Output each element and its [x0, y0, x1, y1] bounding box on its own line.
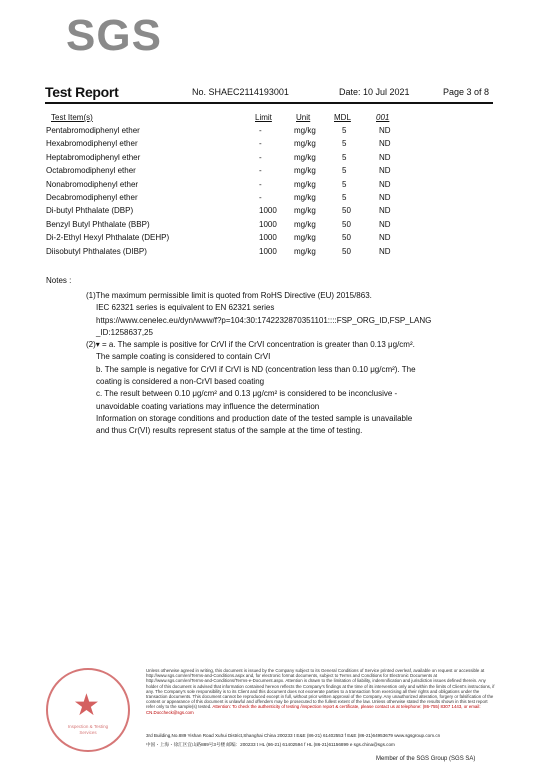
- page-number: Page 3 of 8: [443, 87, 490, 97]
- row-unit: mg/kg: [294, 246, 316, 256]
- row-test-item: Pentabromodiphenyl ether: [46, 126, 140, 135]
- row-result: ND: [379, 126, 391, 135]
- row-test-item: Di-butyl Phthalate (DBP): [46, 206, 134, 216]
- row-mdl: 5: [342, 139, 347, 149]
- row-unit: mg/kg: [294, 179, 316, 189]
- star-icon: ★: [73, 689, 100, 722]
- row-unit: mg/kg: [294, 166, 316, 176]
- note-2-line-h: and thus Cr(VI) results represent status of the sample at the time of testing.: [96, 426, 363, 436]
- note-2-line-e: c. The result between 0.10 μg/cm² and 0.13 μg/cm² is considered to be inconclusive -: [96, 389, 398, 399]
- row-result: ND: [379, 139, 391, 149]
- row-mdl: 5: [342, 126, 347, 135]
- row-result: ND: [379, 193, 391, 202]
- row-result: ND: [379, 179, 391, 189]
- note-2-line-g: Information on storage conditions and production date of the tested sample is unavailable: [96, 413, 413, 423]
- row-unit: mg/kg: [294, 193, 316, 202]
- row-mdl: 50: [342, 219, 351, 229]
- row-limit: -: [259, 193, 262, 202]
- footer-fine-print: [146, 668, 496, 715]
- note-2-line-c: b. The sample is negative for CrVI if CrVI is ND (concentration less than 0.10 μg/cm²). The: [96, 364, 416, 374]
- report-title: Test Report: [45, 84, 119, 100]
- table-row: [46, 153, 446, 166]
- row-test-item: Nonabromodiphenyl ether: [46, 179, 139, 189]
- row-test-item: Hexabromodiphenyl ether: [46, 139, 138, 149]
- row-mdl: 50: [342, 233, 351, 243]
- member-text: Member of the SGS Group (SGS SA): [376, 756, 476, 762]
- table-row: [46, 233, 446, 246]
- seal-text: Inspection & Testing Services: [67, 724, 109, 735]
- col-header-test-item: Test Item(s): [51, 113, 93, 122]
- row-limit: 1000: [259, 206, 277, 216]
- row-mdl: 5: [342, 152, 347, 162]
- row-limit: -: [259, 126, 262, 135]
- table-row: [46, 180, 446, 193]
- row-test-item: Octabromodiphenyl ether: [46, 166, 136, 176]
- row-limit: 1000: [259, 219, 277, 229]
- authenticity-notice: Attention: To check the authenticity of testing /inspection report & certificate, please contact us at telephone: (86-755) 8307 1443, or email: CN.Doccheck@sgs.com: [146, 704, 481, 715]
- col-header-mdl: MDL: [334, 113, 351, 122]
- row-result: ND: [379, 152, 391, 162]
- note-1-line-b: IEC 62321 series is equivalent to EN 62321 series: [96, 303, 275, 313]
- table-row: [46, 139, 446, 152]
- row-mdl: 50: [342, 246, 351, 256]
- report-number: No. SHAEC2114193001: [192, 87, 289, 97]
- row-result: ND: [379, 233, 391, 243]
- row-test-item: Heptabromodiphenyl ether: [46, 152, 141, 162]
- row-limit: -: [259, 139, 262, 149]
- table-row: [46, 126, 446, 139]
- row-test-item: Decabromodiphenyl ether: [46, 193, 138, 202]
- row-result: ND: [379, 246, 391, 256]
- notes-label: Notes :: [46, 276, 72, 285]
- table-row: [46, 193, 446, 206]
- row-mdl: 5: [342, 166, 347, 176]
- note-2-line-a: (2)▾ = a. The sample is positive for CrVI if the CrVI concentration is greater than 0.13 μg/cm².: [86, 340, 415, 350]
- col-header-sample-001: 001: [376, 113, 390, 122]
- table-row: [46, 247, 446, 260]
- row-test-item: Diisobutyl Phthalates (DIBP): [46, 246, 147, 256]
- row-limit: -: [259, 179, 262, 189]
- row-unit: mg/kg: [294, 206, 316, 216]
- address-chinese: 中国・上海・徐汇区宜山路889号3号楼 邮编：200233 t HL (86-21) 61402594 f HL (86-21)61156899 e sgs.china@sgs.com: [146, 742, 395, 747]
- header-divider: [45, 102, 493, 104]
- note-1-url[interactable]: https://www.cenelec.eu/dyn/www/f?p=104:30:1742232870351101::::FSP_ORG_ID,FSP_LANG: [96, 315, 432, 325]
- address-english: 3rd Building,No.889 Yishan Road Xuhui District,Shanghai China 200233 t E&E (86-21) 61402553 f E&E (86-21)64953679 www.sgsgroup.com.cn: [146, 733, 441, 738]
- row-unit: mg/kg: [294, 152, 316, 162]
- row-mdl: 50: [342, 206, 351, 216]
- table-row: [46, 166, 446, 179]
- row-unit: mg/kg: [294, 233, 316, 243]
- row-mdl: 5: [342, 179, 347, 189]
- inspection-seal: [46, 668, 130, 752]
- table-row: [46, 206, 446, 219]
- note-2-line-f: unavoidable coating variations may influence the determination: [96, 401, 320, 411]
- note-1-line-a: (1)The maximum permissible limit is quoted from RoHS Directive (EU) 2015/863.: [86, 291, 372, 300]
- terms-text: Unless otherwise agreed in writing, this document is issued by the Company subject to its General Conditions of Service printed overleaf, available on request or accessible at http://www.sgs.com/en/Terms-and-Conditions.aspx and, for electronic format documents, subject to Terms and Conditions for Electronic Documents at http://www.sgs.com/en/Terms-and-Conditions/Terms-e-Document.aspx. Attention is drawn to the limitation of liability, indemnification and jurisdiction issues defined therein. Any holder of this document is advised that information contained hereon reflects the Company's findings at the time of its intervention only and within the limits of Client's instructions, if any. The Company's sole responsibility is to its Client and this document does not exonerate parties to a transaction from exercising all their rights and obligations under the transaction documents. This document cannot be reproduced except in full, without prior written approval of the Company. Any unauthorized alteration, forgery or falsification of the content or appearance of this document is unlawful and offenders may be prosecuted to the fullest extent of the law. Unless otherwise stated the results shown in this test report refer only to the sample(s) tested.: [146, 668, 495, 710]
- col-header-limit: Limit: [255, 113, 272, 122]
- col-header-unit: Unit: [296, 113, 311, 122]
- sgs-logo: SGS: [66, 11, 162, 60]
- table-row: [46, 220, 446, 233]
- report-date: Date: 10 Jul 2021: [339, 87, 410, 97]
- note-2-line-d: coating is considered a non-CrVI based coating: [96, 377, 265, 387]
- row-result: ND: [379, 206, 391, 216]
- row-result: ND: [379, 166, 391, 176]
- note-2-line-b: The sample coating is considered to contain CrVI: [96, 352, 271, 362]
- notes-block: [86, 290, 506, 438]
- row-limit: -: [259, 152, 262, 162]
- row-unit: mg/kg: [294, 126, 316, 135]
- row-limit: -: [259, 166, 262, 176]
- row-test-item: Di-2-Ethyl Hexyl Phthalate (DEHP): [46, 233, 170, 243]
- row-mdl: 5: [342, 193, 347, 202]
- row-limit: 1000: [259, 233, 277, 243]
- row-limit: 1000: [259, 246, 277, 256]
- note-1-url-cont: _ID:1258637,25: [96, 327, 153, 337]
- row-test-item: Benzyl Butyl Phthalate (BBP): [46, 219, 150, 229]
- row-result: ND: [379, 219, 391, 229]
- row-unit: mg/kg: [294, 219, 316, 229]
- row-unit: mg/kg: [294, 139, 316, 149]
